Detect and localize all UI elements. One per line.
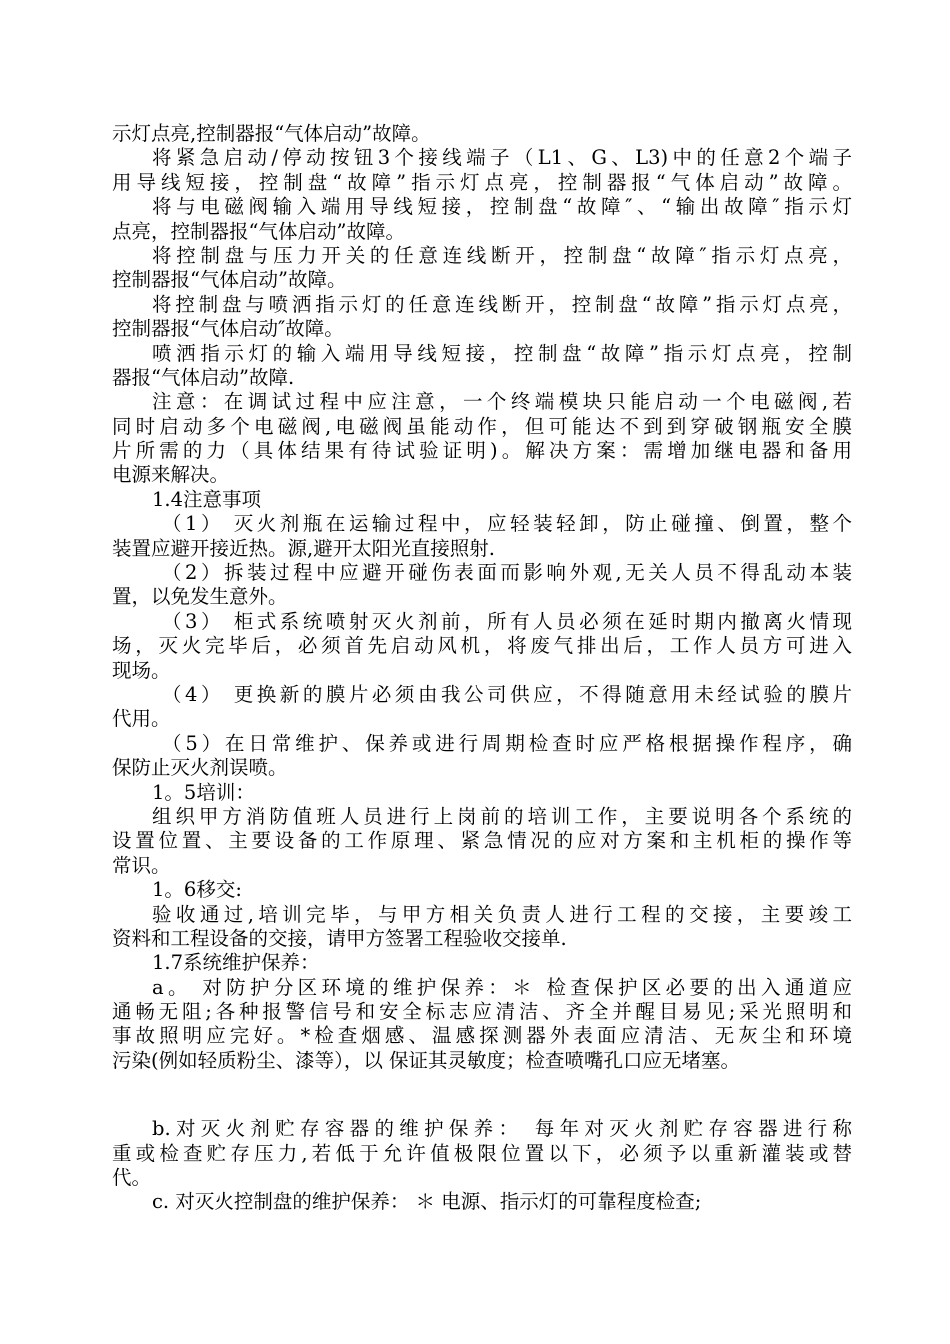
text-line: 现场。 [112, 658, 171, 682]
text-line: 电源来解决。 [112, 463, 230, 487]
text-line: a。 对防护分区环境的维护保养：＊ 检查保护区必要的出入通道应 [152, 975, 852, 999]
text-line: 置，以免发生意外。 [112, 585, 288, 609]
section-heading: 1。5培训： [152, 780, 255, 804]
text-line: 污染(例如轻质粉尘、漆等），以 保证其灵敏度；检查喷嘴孔口应无堵塞。 [112, 1048, 741, 1072]
text-line: b.对灭火剂贮存容器的维护保养： 每年对灭火剂贮存容器进行称 [152, 1117, 852, 1141]
text-line: （3） 柜式系统喷射灭火剂前，所有人员必须在延时期内撤离火情现 [162, 609, 852, 633]
text-line: c. 对灭火控制盘的维护保养： ＊ 电源、指示灯的可靠程度检查; [152, 1190, 702, 1214]
text-line: 注意：在调试过程中应注意，一个终端模块只能启动一个电磁阀,若 [152, 390, 852, 414]
text-line: 将紧急启动/停动按钮3个接线端子（L1、G、L3)中的任意2个端子 [152, 146, 852, 170]
text-line: 点亮，控制器报“气体启动”故障。 [112, 219, 405, 243]
text-line: 控制器报“气体启动″故障。 [112, 317, 344, 341]
text-line: 将控制盘与压力开关的任意连线断开，控制盘“故障″指示灯点亮， [152, 243, 852, 267]
text-line: 代用。 [112, 707, 171, 731]
text-line: （5）在日常维护、保养或进行周期检查时应严格根据操作程序，确 [162, 731, 852, 755]
text-line: 喷洒指示灯的输入端用导线短接，控制盘“故障”指示灯点亮，控制 [152, 341, 852, 365]
text-line: 保防止灭火剂误喷。 [112, 756, 288, 780]
text-line: 重或检查贮存压力,若低于允许值极限位置以下，必须予以重新灌装或替 [112, 1141, 852, 1165]
text-line: 通畅无阻;各种报警信号和安全标志应清洁、齐全并醒目易见;采光照明和 [112, 1000, 852, 1024]
text-line: 验收通过,培训完毕，与甲方相关负责人进行工程的交接，主要竣工 [152, 902, 852, 926]
section-heading: 1.7系统维护保养： [152, 951, 320, 975]
document-page [112, 122, 852, 1215]
text-line: 事故照明应完好。*检查烟感、温感探测器外表面应清洁、无灰尘和环境 [112, 1024, 852, 1048]
text-line: 资料和工程设备的交接，请甲方签署工程验收交接单. [112, 926, 567, 950]
text-line: 器报“气体启动”故障. [112, 365, 295, 389]
text-line: （1） 灭火剂瓶在运输过程中，应轻装轻卸，防止碰撞、倒置，整个 [162, 512, 852, 536]
text-line: 用导线短接，控制盘“故障”指示灯点亮，控制器报“气体启动”故障。 [112, 170, 852, 194]
text-line: 控制器报“气体启动”故障。 [112, 268, 347, 292]
text-line: 片所需的力（具体结果有待试验证明)。解决方案：需增加继电器和备用 [112, 439, 852, 463]
text-line: 装置应避开接近热。源,避开太阳光直接照射. [112, 536, 495, 560]
text-line: （4） 更换新的膜片必须由我公司供应，不得随意用未经试验的膜片 [162, 682, 852, 706]
text-line: 代。 [112, 1166, 152, 1190]
text-line: 组织甲方消防值班人员进行上岗前的培训工作，主要说明各个系统的 [152, 804, 852, 828]
text-line: 示灯点亮,控制器报“气体启动”故障。 [112, 122, 431, 145]
text-line: 设置位置、主要设备的工作原理、紧急情况的应对方案和主机柜的操作等 [112, 829, 852, 853]
paragraph-spacer [112, 1073, 852, 1117]
text-line: 常识。 [112, 853, 171, 877]
section-heading: 1。6移交: [152, 878, 242, 902]
text-line: 同时启动多个电磁阀,电磁阀虽能动作，但可能达不到到穿破钢瓶安全膜 [112, 414, 852, 438]
text-line: （2）拆装过程中应避开碰伤表面而影响外观,无关人员不得乱动本装 [162, 561, 852, 585]
text-line: 将与电磁阀输入端用导线短接，控制盘“故障″、“输出故障″指示灯 [152, 195, 852, 219]
text-line: 场，灭火完毕后，必须首先启动风机，将废气排出后，工作人员方可进入 [112, 634, 852, 658]
text-line: 将控制盘与喷洒指示灯的任意连线断开，控制盘“故障”指示灯点亮， [152, 292, 852, 316]
section-heading: 1.4注意事项 [152, 487, 262, 511]
